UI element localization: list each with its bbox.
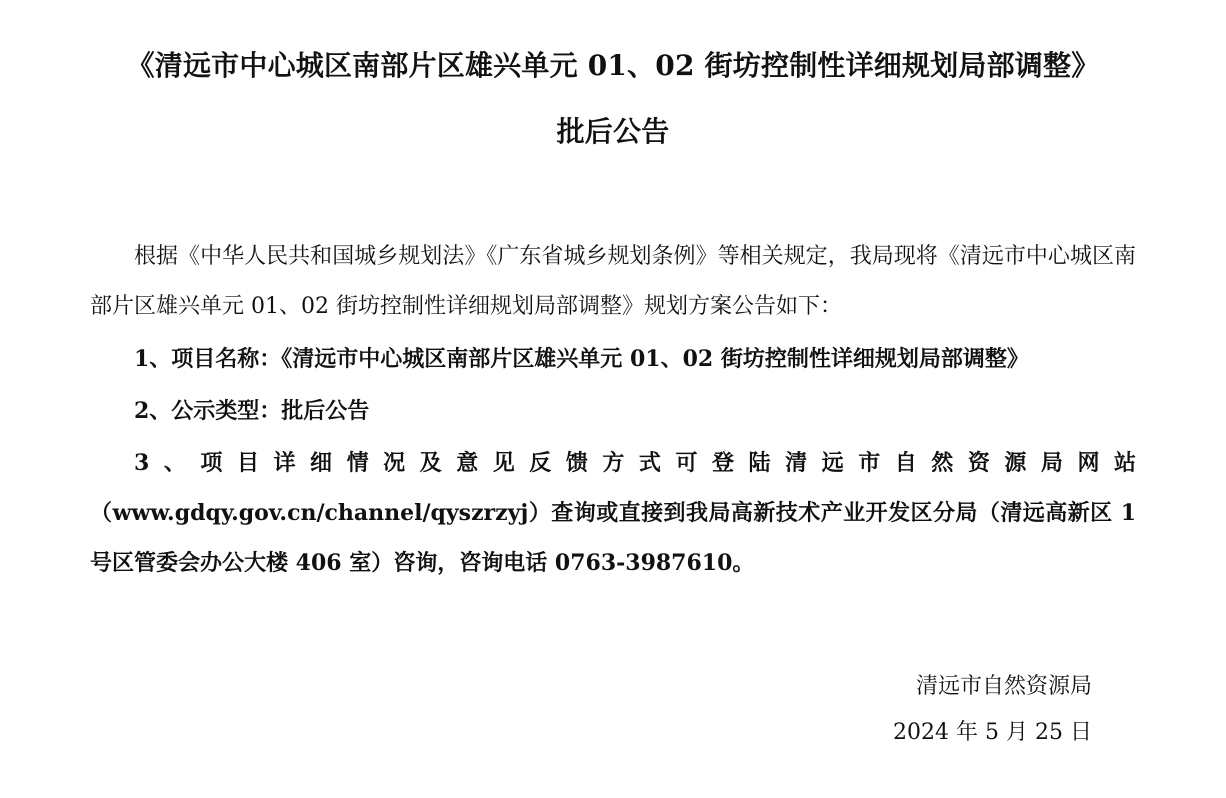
document-body (90, 232, 1136, 588)
issue-date: 2024 年 5 月 25 日 (893, 720, 1092, 745)
document-title: 《清远市中心城区南部片区雄兴单元 01、02 街坊控制性详细规划局部调整》 (126, 49, 1100, 82)
project-name-item: 1、项目名称：《清远市中心城区南部片区雄兴单元 01、02 街坊控制性详细规划局部调整》 (134, 346, 1029, 372)
issuing-organization: 清远市自然资源局 (915, 674, 1092, 699)
intro-paragraph: 根据《中华人民共和国城乡规划法》《广东省城乡规划条例》等相关规定，我局现将《清远市中心城区南部片区雄兴单元 01、02 街坊控制性详细规划局部调整》规划方案公告如下： (90, 244, 1136, 319)
signature-block (893, 676, 1092, 744)
document-subtitle: 批后公告 (556, 115, 670, 148)
announcement-type-item: 2、公示类型：批后公告 (134, 398, 370, 424)
details-and-feedback-item: 3、项目详细情况及意见反馈方式可登陆清远市自然资源局网站（www.gdqy.gov.cn/channel/qyszrzyj）查询或直接到我局高新技术产业开发区分局（清远高新区 1 号区管委会办公大楼 406 室）咨询，咨询电话 0763-3987610。 (90, 450, 1137, 576)
